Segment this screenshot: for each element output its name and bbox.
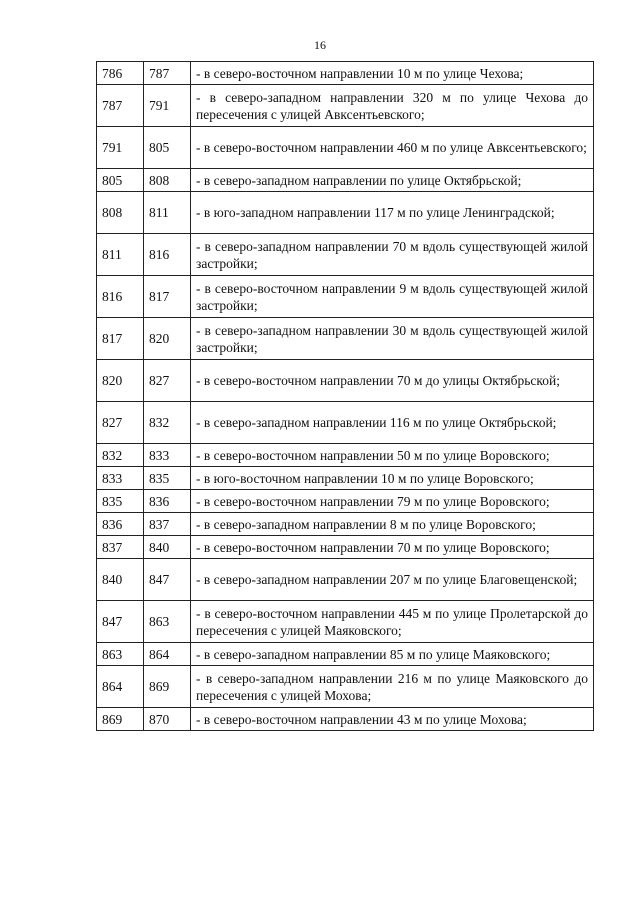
point-to-cell: 808 (144, 169, 191, 192)
point-from-cell: 869 (97, 708, 144, 731)
point-from-cell: 863 (97, 643, 144, 666)
table-row (97, 360, 594, 402)
direction-description-cell: - в северо-западном направлении 116 м по улице Октябрьской; (191, 402, 594, 444)
point-from-cell: 833 (97, 467, 144, 490)
direction-description-cell: - в северо-западном направлении 207 м по улице Благовещенской; (191, 559, 594, 601)
direction-description-cell: - в северо-западном направлении 30 м вдоль существующей жилой застройки; (191, 318, 594, 360)
direction-description-cell: - в северо-восточном направлении 70 м по улице Воровского; (191, 536, 594, 559)
table-row (97, 513, 594, 536)
point-to-cell: 816 (144, 234, 191, 276)
table-body (97, 62, 594, 731)
point-from-cell: 787 (97, 85, 144, 127)
point-from-cell: 847 (97, 601, 144, 643)
point-to-cell: 805 (144, 127, 191, 169)
page-number: 16 (314, 38, 326, 52)
point-from-cell: 864 (97, 666, 144, 708)
direction-description-cell: - в северо-восточном направлении 9 м вдоль существующей жилой застройки; (191, 276, 594, 318)
point-from-cell: 840 (97, 559, 144, 601)
point-from-cell: 811 (97, 234, 144, 276)
point-to-cell: 827 (144, 360, 191, 402)
point-from-cell: 832 (97, 444, 144, 467)
point-to-cell: 787 (144, 62, 191, 85)
point-to-cell: 835 (144, 467, 191, 490)
direction-description-cell: - в северо-западном направлении 320 м по улице Чехова до пересечения с улицей Авксентьевского; (191, 85, 594, 127)
table-row (97, 666, 594, 708)
table-row (97, 402, 594, 444)
table-row (97, 467, 594, 490)
point-from-cell: 805 (97, 169, 144, 192)
table-row (97, 559, 594, 601)
point-from-cell: 786 (97, 62, 144, 85)
table-row (97, 169, 594, 192)
point-from-cell: 827 (97, 402, 144, 444)
table-row (97, 318, 594, 360)
point-from-cell: 808 (97, 192, 144, 234)
table-row (97, 490, 594, 513)
point-from-cell: 836 (97, 513, 144, 536)
point-to-cell: 817 (144, 276, 191, 318)
direction-description-cell: - в северо-западном направлении по улице Октябрьской; (191, 169, 594, 192)
direction-description-cell: - в северо-западном направлении 70 м вдоль существующей жилой застройки; (191, 234, 594, 276)
table-row (97, 85, 594, 127)
direction-description-cell: - в северо-восточном направлении 70 м до улицы Октябрьской; (191, 360, 594, 402)
direction-description-cell: - в северо-восточном направлении 10 м по улице Чехова; (191, 62, 594, 85)
table-row (97, 536, 594, 559)
table-row (97, 127, 594, 169)
direction-description-cell: - в северо-восточном направлении 50 м по улице Воровского; (191, 444, 594, 467)
table-row (97, 444, 594, 467)
point-from-cell: 835 (97, 490, 144, 513)
point-to-cell: 847 (144, 559, 191, 601)
direction-description-cell: - в северо-западном направлении 8 м по улице Воровского; (191, 513, 594, 536)
point-from-cell: 791 (97, 127, 144, 169)
point-to-cell: 837 (144, 513, 191, 536)
point-to-cell: 864 (144, 643, 191, 666)
point-to-cell: 836 (144, 490, 191, 513)
point-to-cell: 820 (144, 318, 191, 360)
direction-description-cell: - в северо-восточном направлении 460 м по улице Авксентьевского; (191, 127, 594, 169)
point-to-cell: 791 (144, 85, 191, 127)
direction-description-cell: - в юго-восточном направлении 10 м по улице Воровского; (191, 467, 594, 490)
point-to-cell: 811 (144, 192, 191, 234)
direction-description-cell: - в северо-восточном направлении 445 м по улице Пролетарской до пересечения с улицей Маяковского; (191, 601, 594, 643)
direction-description-cell: - в северо-западном направлении 216 м по улице Маяковского до пересечения с улицей Мохова; (191, 666, 594, 708)
table-row (97, 708, 594, 731)
table-row (97, 601, 594, 643)
point-to-cell: 869 (144, 666, 191, 708)
point-from-cell: 816 (97, 276, 144, 318)
direction-description-cell: - в юго-западном направлении 117 м по улице Ленинградской; (191, 192, 594, 234)
direction-description-cell: - в северо-восточном направлении 43 м по улице Мохова; (191, 708, 594, 731)
table-row (97, 192, 594, 234)
direction-description-cell: - в северо-восточном направлении 79 м по улице Воровского; (191, 490, 594, 513)
point-to-cell: 840 (144, 536, 191, 559)
point-from-cell: 820 (97, 360, 144, 402)
point-from-cell: 837 (97, 536, 144, 559)
table-row (97, 234, 594, 276)
point-to-cell: 863 (144, 601, 191, 643)
boundary-segments-table (96, 61, 594, 731)
point-from-cell: 817 (97, 318, 144, 360)
point-to-cell: 832 (144, 402, 191, 444)
table-row (97, 276, 594, 318)
point-to-cell: 870 (144, 708, 191, 731)
table-row (97, 62, 594, 85)
table-row (97, 643, 594, 666)
direction-description-cell: - в северо-западном направлении 85 м по улице Маяковского; (191, 643, 594, 666)
point-to-cell: 833 (144, 444, 191, 467)
